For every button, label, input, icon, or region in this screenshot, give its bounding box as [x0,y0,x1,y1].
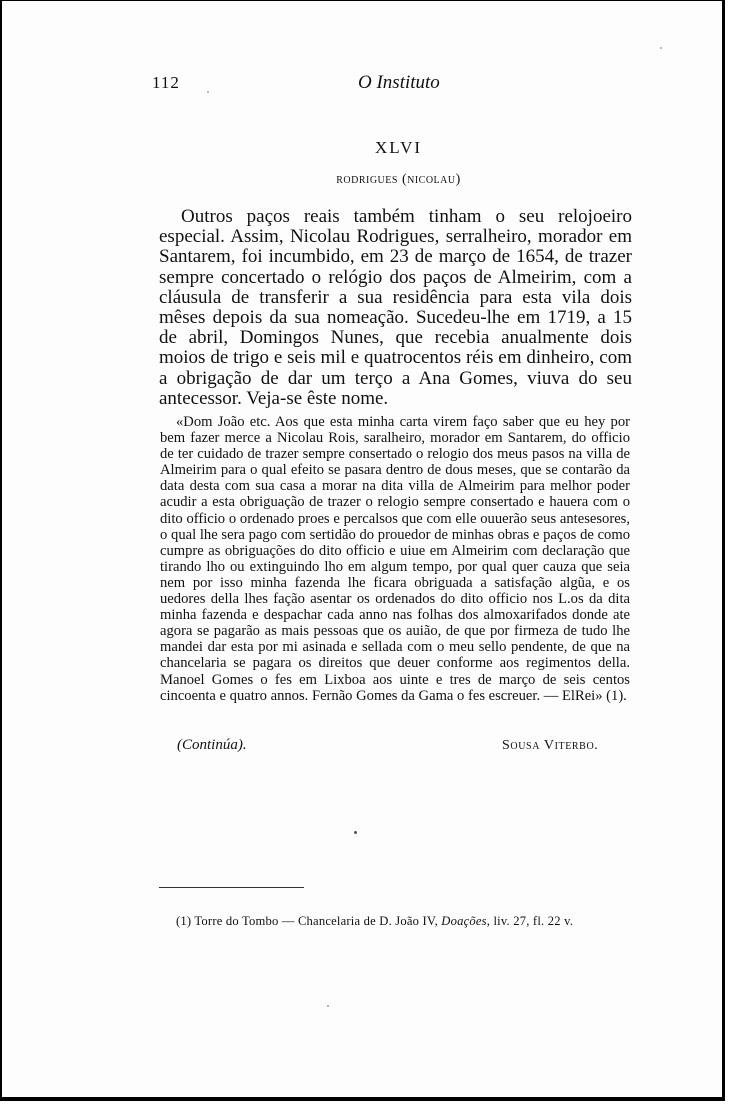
ink-speck [207,91,209,93]
author-signature: Sousa Viterbo. [502,738,599,753]
entry-heading: rodrigues (nicolau) [336,172,461,187]
page-number: 112 [152,73,180,92]
ink-speck [327,1005,329,1007]
section-number: XLVI [374,138,423,157]
footnote-divider [159,887,304,888]
entry-body-paragraph: Outros paços reais também tinham o seu relojoeiro especial. Assim, Nicolau Rodrigues, serralheiro, morador em Santarem, foi incumbido, em 23 de março de 1654, de trazer sempre concertado o relógio dos paços de Almeirim, com a cláusula de transferir a sua residência para esta vila dois mêses depois da sua nomeação. Sucedeu-lhe em 1719, a 15 de abril, Domingos Nunes, que recebia anualmente dois moios de trigo e seis mil e quatrocentos réis em dinheiro, com a obrigação de dar um terço a Ana Gomes, viuva do seu antecessor. Veja-se êste nome. [159,206,632,409]
ink-speck [660,47,662,49]
footnote [176,914,573,929]
footnote-marker: (1) [176,914,192,928]
ink-speck [354,831,357,834]
journal-title: O Instituto [358,72,440,93]
continued-note: (Continúa). [177,737,247,753]
quoted-royal-letter: «Dom João etc. Aos que esta minha carta virem faço saber que eu hey por bem fazer merce a Nicolau Rois, saralheiro, morador em Santarem, do officio de ter cuidado de trazer sempre consertado o relogio dos meus pasos na villa de Almeirim para o qual efeito se pasara dentro de dous meses, que se contarão da data desta com sua casa a morar na dita villa de Almeirim para melhor poder acudir a esta obriguação de trazer o relogio sempre consertado e hauera com o dito officio o ordenado proes e percalsos que com elle ouuerão seus antesesores, o qual lhe sera pago com sertidão do prouedor de minhas obras e paços de como cumpre as obriguações do dito officio e uiue em Almeirim com declaração que tirando lho ou extinguindo lho em algum tempo, por qual quer cauza que seia nem por isso minha fazenda lhe ficara obriguada a satisfação algũa, e os uedores della lhes fação asentar os ordenados do dito officio nos L.os da dita minha fazenda e despachar cada anno nas folhas dos almoxarifados donde ate agora se pagarão as mais pessoas que os auião, de que por firmeza de tudo lhe mandei dar esta por mi asinada e sellada com o meu sello pendente, de que na chancelaria se pagara os direitos que deuer conforme aos regimentos della. Manoel Gomes o fes em Lixboa aos uinte e tres de março de seis centos cincoenta e quatro annos. Fernão Gomes da Gama o fes escreuer. — ElRei» (1). [160,414,630,704]
footnote-text: Torre do Tombo — Chancelaria de D. João IV, [194,914,438,928]
footnote-italic-title: Doações, [441,914,491,928]
footnote-reference: liv. 27, fl. 22 v. [493,914,574,928]
running-head [152,73,592,97]
